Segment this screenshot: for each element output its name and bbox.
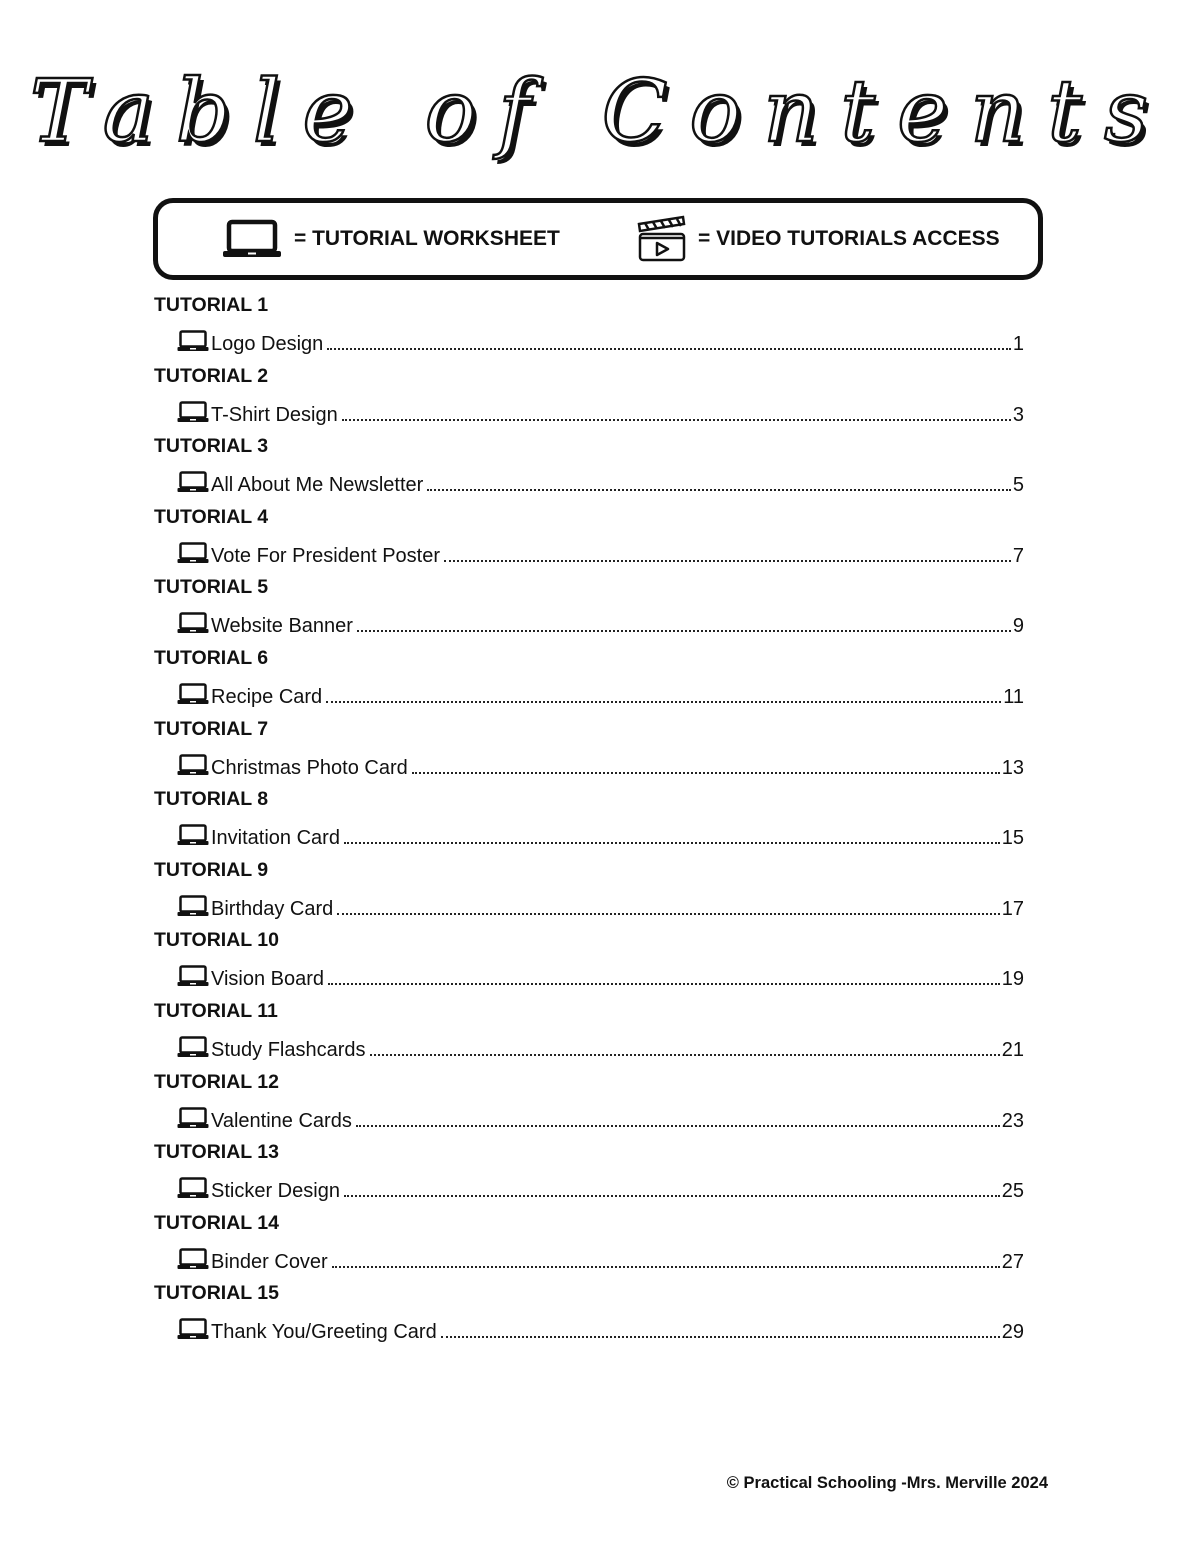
dot-leader (327, 348, 1011, 350)
entry-title: Christmas Photo Card (211, 757, 412, 780)
page-number: 11 (1003, 685, 1024, 708)
clapperboard-play-icon (636, 214, 686, 264)
laptop-icon (177, 1318, 211, 1342)
laptop-icon (177, 612, 211, 636)
page-number: 29 (1001, 1321, 1024, 1344)
dot-leader (337, 913, 999, 915)
laptop-icon (177, 542, 211, 566)
tutorial-heading: TUTORIAL 15 (154, 1282, 279, 1305)
laptop-icon (177, 1248, 211, 1272)
tutorial-heading: TUTORIAL 7 (154, 717, 269, 740)
tutorial-heading: TUTORIAL 10 (154, 929, 279, 952)
entry-title: Valentine Cards (211, 1110, 356, 1133)
laptop-icon (177, 824, 211, 848)
dot-leader (357, 630, 1011, 632)
dot-leader (344, 1195, 1000, 1197)
page-number: 13 (1001, 756, 1024, 779)
toc-section (154, 1208, 1026, 1279)
toc-entry[interactable] (177, 822, 1024, 850)
toc-section (154, 925, 1026, 996)
page-number: 1 (1012, 333, 1024, 355)
entry-title: T-Shirt Design (211, 404, 342, 427)
dot-leader (326, 701, 1001, 703)
dot-leader (412, 772, 1000, 774)
toc-entry[interactable] (177, 752, 1024, 780)
dot-leader (344, 842, 1000, 844)
toc-list (154, 290, 1026, 1349)
laptop-icon (177, 683, 211, 707)
toc-section (154, 1067, 1026, 1138)
entry-title: All About Me Newsletter (211, 474, 427, 497)
toc-entry[interactable] (177, 540, 1024, 568)
toc-entry[interactable] (177, 399, 1024, 427)
toc-section (154, 643, 1026, 714)
toc-entry[interactable] (177, 469, 1024, 497)
dot-leader (441, 1336, 1000, 1338)
page-title: Table of Contents (29, 62, 1171, 162)
page-number: 21 (1001, 1038, 1024, 1061)
dot-leader (356, 1125, 1000, 1127)
toc-entry[interactable] (177, 1246, 1024, 1274)
toc-entry[interactable] (177, 610, 1024, 638)
page-number: 3 (1012, 403, 1024, 426)
entry-title: Vote For President Poster (211, 545, 444, 568)
toc-section (154, 431, 1026, 502)
toc-entry[interactable] (177, 893, 1024, 921)
entry-title: Website Banner (211, 615, 357, 638)
toc-section (154, 1137, 1026, 1208)
laptop-icon (177, 1036, 211, 1060)
page-number: 15 (1001, 827, 1024, 850)
tutorial-heading: TUTORIAL 6 (154, 646, 269, 669)
toc-entry[interactable] (177, 328, 1024, 356)
tutorial-heading: TUTORIAL 4 (154, 505, 269, 528)
laptop-icon (222, 219, 282, 259)
page-number: 27 (1001, 1250, 1024, 1273)
entry-title: Thank You/Greeting Card (211, 1321, 441, 1344)
toc-section (154, 502, 1026, 573)
entry-title: Invitation Card (211, 827, 344, 850)
page-number: 23 (1001, 1109, 1024, 1132)
laptop-icon (177, 471, 211, 495)
toc-entry[interactable] (177, 963, 1024, 991)
entry-title: Study Flashcards (211, 1039, 370, 1062)
tutorial-heading: TUTORIAL 14 (154, 1211, 279, 1234)
toc-section (154, 855, 1026, 926)
laptop-icon (177, 1107, 211, 1131)
page-number: 5 (1012, 474, 1024, 497)
legend-worksheet-label: = TUTORIAL WORKSHEET (294, 227, 560, 250)
toc-section (154, 714, 1026, 785)
page-number: 17 (1001, 897, 1024, 920)
toc-section (154, 996, 1026, 1067)
tutorial-heading: TUTORIAL 2 (154, 364, 269, 387)
dot-leader (444, 560, 1011, 562)
page-number: 19 (1001, 968, 1024, 991)
laptop-icon (177, 895, 211, 919)
page-number: 25 (1001, 1180, 1024, 1203)
dot-leader (342, 419, 1011, 421)
laptop-icon (177, 330, 211, 354)
legend-worksheet (222, 203, 560, 275)
legend-video-label: = VIDEO TUTORIALS ACCESS (698, 227, 1000, 250)
legend-box (153, 198, 1043, 280)
entry-title: Logo Design (211, 333, 327, 356)
tutorial-heading: TUTORIAL 8 (154, 788, 269, 811)
tutorial-heading: TUTORIAL 5 (154, 576, 269, 599)
laptop-icon (177, 1177, 211, 1201)
tutorial-heading: TUTORIAL 11 (154, 999, 278, 1022)
toc-entry[interactable] (177, 1316, 1024, 1344)
tutorial-heading: TUTORIAL 13 (154, 1141, 279, 1164)
tutorial-heading: TUTORIAL 12 (154, 1070, 279, 1093)
laptop-icon (177, 965, 211, 989)
toc-entry[interactable] (177, 1105, 1024, 1133)
toc-entry[interactable] (177, 1175, 1024, 1203)
entry-title: Recipe Card (211, 686, 326, 709)
toc-section (154, 784, 1026, 855)
entry-title: Birthday Card (211, 898, 337, 921)
dot-leader (427, 489, 1011, 491)
tutorial-heading: TUTORIAL 9 (154, 858, 269, 881)
toc-entry[interactable] (177, 1034, 1024, 1062)
page-number: 9 (1012, 615, 1024, 638)
toc-section (154, 1278, 1026, 1349)
toc-section (154, 361, 1026, 432)
toc-entry[interactable] (177, 681, 1024, 709)
toc-section (154, 572, 1026, 643)
dot-leader (332, 1266, 1000, 1268)
tutorial-heading: TUTORIAL 3 (154, 435, 269, 458)
entry-title: Binder Cover (211, 1251, 332, 1274)
entry-title: Vision Board (211, 968, 328, 991)
tutorial-heading: TUTORIAL 1 (154, 294, 269, 316)
dot-leader (370, 1054, 1000, 1056)
laptop-icon (177, 401, 211, 425)
toc-section (154, 290, 1026, 361)
copyright-footer: © Practical Schooling -Mrs. Merville 2024 (726, 1474, 1048, 1492)
legend-video (636, 203, 1000, 275)
page-number: 7 (1012, 544, 1024, 567)
dot-leader (328, 983, 1000, 985)
entry-title: Sticker Design (211, 1180, 344, 1203)
laptop-icon (177, 754, 211, 778)
